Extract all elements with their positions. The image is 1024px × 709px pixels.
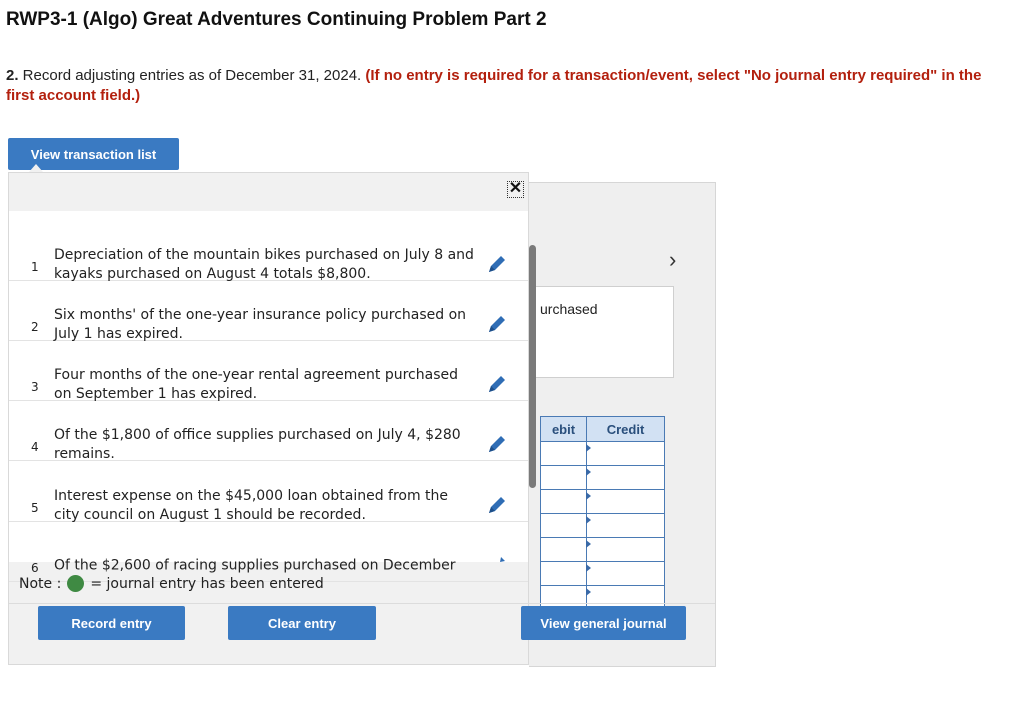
debit-input[interactable] (540, 442, 586, 466)
credit-input[interactable] (586, 442, 665, 466)
transaction-number: 6 (31, 561, 39, 575)
debit-input[interactable] (540, 514, 586, 538)
transaction-text: Interest expense on the $45,000 loan obtained from the city council on August 1 should be recorded. (54, 488, 449, 523)
page-title: RWP3-1 (Algo) Great Adventures Continuing Problem Part 2 (6, 9, 547, 30)
entered-dot-icon (67, 575, 84, 592)
edit-pencil-icon[interactable] (486, 433, 508, 455)
list-scrollbar[interactable] (529, 245, 536, 488)
table-row (540, 562, 665, 586)
transaction-number: 4 (31, 440, 39, 454)
edit-pencil-icon[interactable] (486, 253, 508, 275)
list-item[interactable] (9, 281, 528, 341)
transaction-description-text: urchased (540, 301, 598, 317)
list-item[interactable] (9, 462, 528, 522)
transaction-number: 1 (31, 260, 39, 274)
debit-header: ebit (540, 416, 586, 442)
list-item[interactable] (9, 522, 528, 582)
transaction-number: 5 (31, 501, 39, 515)
debit-input[interactable] (540, 490, 586, 514)
list-item[interactable] (9, 401, 528, 461)
credit-input[interactable] (586, 466, 665, 490)
list-item[interactable] (9, 341, 528, 401)
edit-pencil-icon[interactable] (486, 494, 508, 516)
clear-entry-button[interactable]: Clear entry (228, 606, 376, 640)
table-row (540, 442, 665, 466)
edit-pencil-icon[interactable] (486, 373, 508, 395)
transaction-number: 2 (31, 320, 39, 334)
note-text: = journal entry has been entered (90, 575, 324, 592)
divider (9, 603, 715, 604)
transaction-text: Of the $2,600 of racing supplies purchased on December (54, 557, 456, 574)
credit-header: Credit (586, 416, 665, 442)
instruction-note: (If no entry is required for a transaction/event, select "No journal entry required" in the first account field.) (6, 67, 982, 104)
edit-pencil-icon[interactable] (486, 554, 508, 562)
note (19, 575, 324, 592)
credit-input[interactable] (586, 538, 665, 562)
credit-input[interactable] (586, 562, 665, 586)
transaction-text: Depreciation of the mountain bikes purchased on July 8 and kayaks purchased on August 4 totals $8,800. (54, 247, 474, 282)
note-label: Note : (19, 575, 62, 592)
transaction-text: Four months of the one-year rental agreement purchased on September 1 has expired. (54, 367, 458, 402)
transaction-description-box (529, 286, 674, 378)
instruction-text: Record adjusting entries as of December 31, 2024. (18, 67, 366, 84)
next-entry-arrow-icon[interactable]: › (669, 247, 677, 272)
transaction-text: Of the $1,800 of office supplies purchased on July 4, $280 remains. (54, 427, 461, 462)
edit-pencil-icon[interactable] (486, 313, 508, 335)
popup-caret (29, 164, 43, 172)
close-icon[interactable]: ✕ (508, 180, 523, 197)
credit-input[interactable] (586, 514, 665, 538)
record-entry-button[interactable]: Record entry (38, 606, 185, 640)
instruction-number: 2. (6, 67, 19, 84)
debit-input[interactable] (540, 538, 586, 562)
debit-input[interactable] (540, 562, 586, 586)
table-row (540, 514, 665, 538)
table-row (540, 538, 665, 562)
transaction-list (9, 211, 528, 575)
transaction-text: Six months' of the one-year insurance policy purchased on July 1 has expired. (54, 307, 467, 342)
table-row (540, 490, 665, 514)
list-item[interactable] (9, 221, 528, 281)
instructions (6, 66, 1006, 106)
credit-input[interactable] (586, 490, 665, 514)
debit-input[interactable] (540, 466, 586, 490)
table-row (540, 466, 665, 490)
view-general-journal-button[interactable]: View general journal (521, 606, 686, 640)
journal-entry-table (540, 416, 665, 610)
view-transaction-list-button[interactable]: View transaction list (8, 138, 179, 170)
transaction-number: 3 (31, 380, 39, 394)
